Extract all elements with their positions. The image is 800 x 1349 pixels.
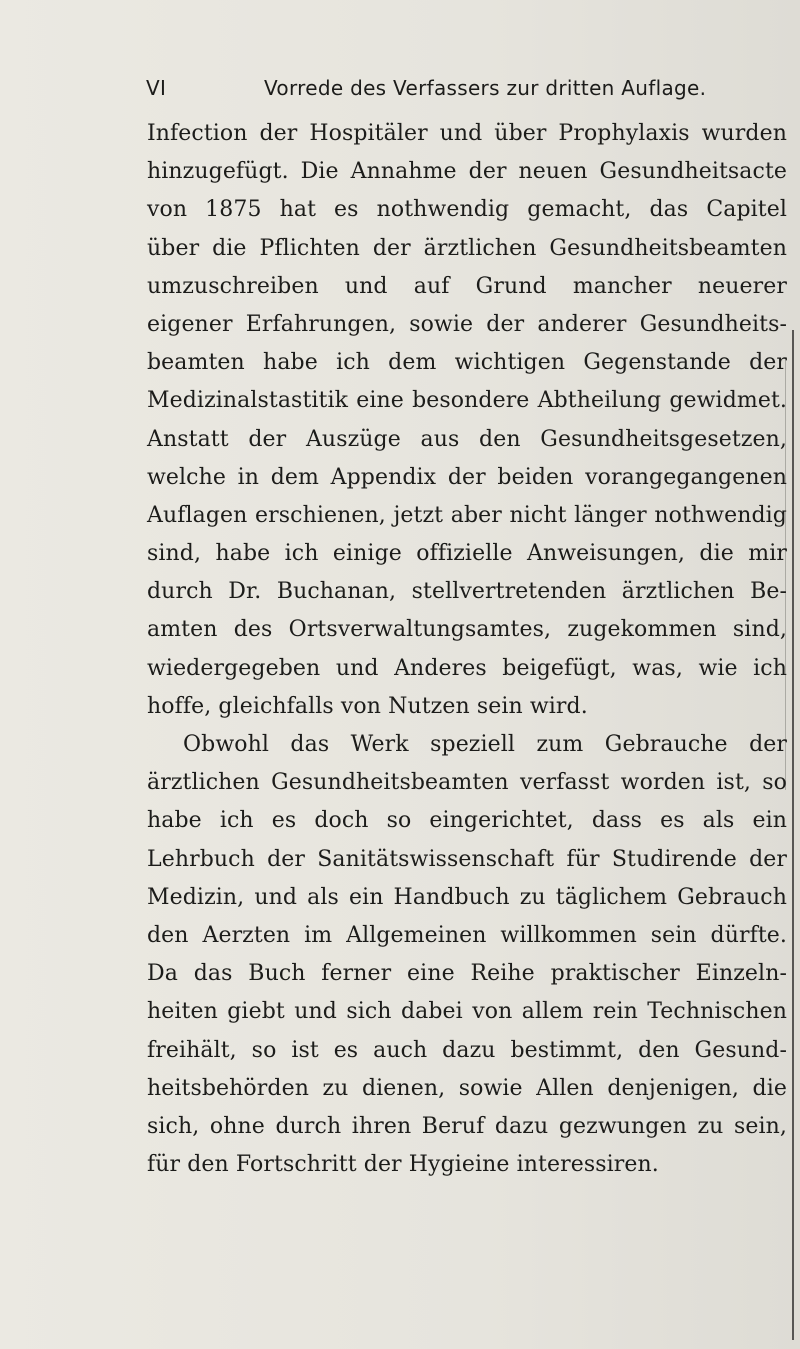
text-line: sind, habe ich einige offizielle Anweisungen, die mir (147, 541, 787, 567)
paragraph (147, 115, 787, 726)
text-line: amten des Ortsverwaltungsamtes, zugekommen sind, (147, 617, 787, 643)
page-number: VI (146, 76, 167, 100)
paragraph (147, 726, 787, 1184)
text-line: wiedergegeben und Anderes beigefügt, was, wie ich (147, 655, 787, 681)
running-head-title: Vorrede des Verfassers zur dritten Auflage. (264, 76, 707, 100)
text-line: durch Dr. Buchanan, stellvertretenden ärztlichen Be- (147, 579, 787, 605)
text-line: Da das Buch ferner eine Reihe praktischer Einzeln- (147, 961, 787, 987)
text-line: beamten habe ich dem wichtigen Gegenstande der (147, 350, 787, 376)
text-line: Obwohl das Werk speziell zum Gebrauche der (183, 732, 787, 757)
text-line: welche in dem Appendix der beiden vorangegangenen (147, 464, 787, 490)
text-line: Infection der Hospitäler und über Prophylaxis wurden (147, 121, 787, 146)
text-line: freihält, so ist es auch dazu bestimmt, den Gesund- (147, 1037, 787, 1063)
text-line: heiten giebt und sich dabei von allem rein Technischen (147, 999, 787, 1025)
text-line: Medizin, und als ein Handbuch zu täglichem Gebrauch (147, 884, 787, 910)
text-line: Auflagen erschienen, jetzt aber nicht länger nothwendig (147, 502, 787, 528)
text-line: umzuschreiben und auf Grund mancher neuerer (147, 273, 787, 299)
text-line: hinzugefügt. Die Annahme der neuen Gesundheitsacte (147, 159, 787, 185)
text-line: über die Pflichten der ärztlichen Gesundheitsbeamten (147, 235, 787, 261)
text-line: hoffe, gleichfalls von Nutzen sein wird. (147, 693, 588, 719)
body-text (147, 115, 787, 1184)
page-edge-shadow (792, 330, 794, 1340)
text-line: sich, ohne durch ihren Beruf dazu gezwungen zu sein, (147, 1113, 787, 1139)
text-line: von 1875 hat es nothwendig gemacht, das Capitel (147, 197, 787, 223)
running-head (146, 76, 707, 106)
text-line: Lehrbuch der Sanitätswissenschaft für Studirende der (147, 846, 787, 872)
text-line: habe ich es doch so eingerichtet, dass es als ein (147, 808, 787, 834)
text-line: heitsbehörden zu dienen, sowie Allen denjenigen, die (147, 1075, 787, 1101)
text-line: eigener Erfahrungen, sowie der anderer Gesundheits- (147, 311, 787, 337)
text-line: für den Fortschritt der Hygieine interessiren. (147, 1152, 659, 1178)
text-line: den Aerzten im Allgemeinen willkommen sein dürfte. (147, 922, 787, 948)
text-line: Medizinalstastitik eine besondere Abtheilung gewidmet. (147, 388, 787, 414)
text-line: Anstatt der Auszüge aus den Gesundheitsgesetzen, (147, 426, 787, 452)
text-line: ärztlichen Gesundheitsbeamten verfasst worden ist, so (147, 770, 787, 796)
